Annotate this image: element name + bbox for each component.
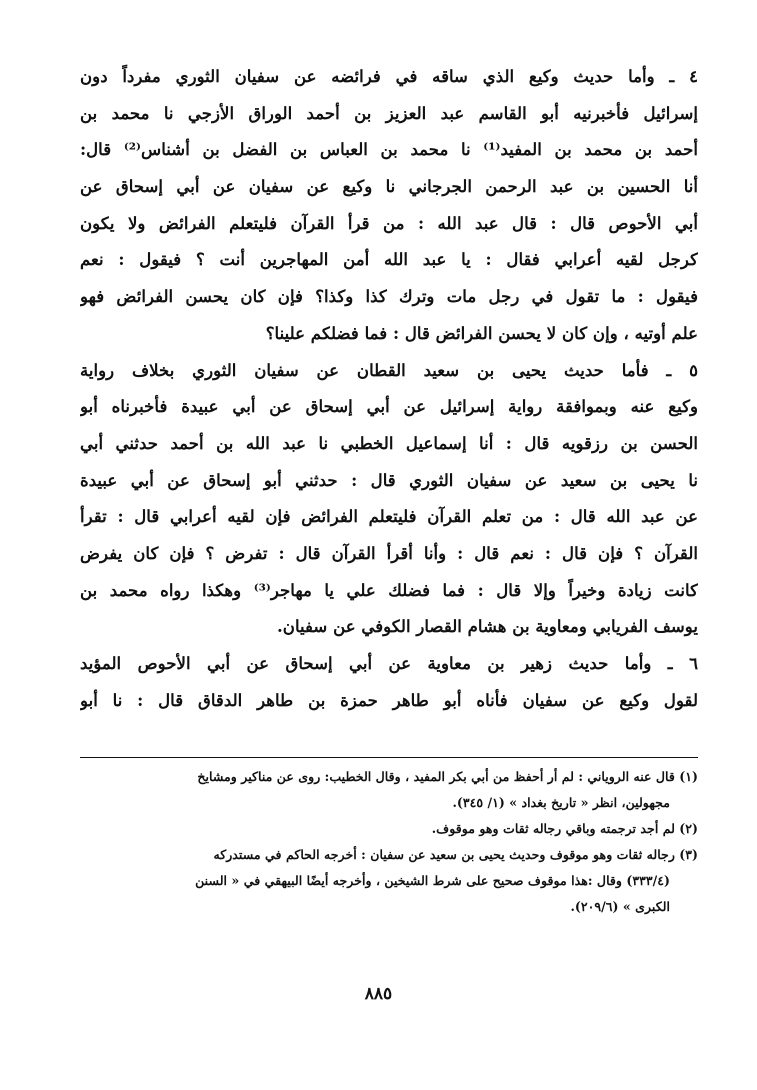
text-line: عن عبد الله قال : من تعلم القرآن فليتعلم الفرائض فإن لقيه أعرابي قال : تقرأ [80,506,698,527]
footnote-line: الكبرى » (٢٠٩/٦). [570,899,670,914]
footnote-divider [80,757,698,758]
text-line: أحمد بن محمد بن المفيد⁽¹⁾ نا محمد بن العباس بن الفضل بن أشناس⁽²⁾ قال: [80,139,698,160]
footnote-line: مجهولين، انظر « تاريخ بغداد » (١/ ٣٤٥). [452,795,670,810]
text-line: وكيع عنه وبموافقة رواية إسرائيل عن أبي إسحاق عن أبي عبيدة فأخبرناه أبو [80,396,698,417]
text-line: علم أوتيه ، وإن كان لا يحسن الفرائض قال : فما فضلكم علينا؟ [265,322,698,343]
text-line: ٦ ـ وأما حديث زهير بن معاوية عن أبي إسحاق عن أبي الأحوص المؤيد [80,653,698,673]
text-line: كانت زيادة وخيراً وإلا قال : فما فضلك علي يا مهاجر⁽³⁾ وهكذا رواه محمد بن [80,579,698,600]
text-line: لقول وكيع عن سفيان فأناه أبو طاهر حمزة بن طاهر الدقاق قال : نا أبو [80,689,698,710]
main-text [80,58,698,718]
text-line: فيقول : ما تقول في رجل مات وترك كذا وكذا؟ فإن كان يحسن الفرائض فهو [80,286,698,307]
text-line: الحسن بن رزقويه قال : أنا إسماعيل الخطبي نا عبد الله بن أحمد حدثني أبي [80,432,698,453]
footnote-line: (١) قال عنه الروياني : لم أر أحفظ من أبي بكر المفيد ، وقال الخطيب: روى عن مناكير ومشايخ [197,769,698,784]
footnote-line: (٣) رجاله ثقات وهو موقوف وحديث يحيى بن سعيد عن سفيان : أخرجه الحاكم في مستدركه [213,847,698,862]
text-line: ٥ ـ فأما حديث يحيى بن سعيد القطان عن سفيان الثوري بخلاف رواية [80,359,698,380]
text-line: القرآن ؟ فإن قال : نعم قال : وأنا أقرأ القرآن قال : تفرض ؟ فإن كان يفرض [80,542,698,563]
text-line: أبي الأحوص قال : قال عبد الله : من قرأ القرآن فليتعلم الفرائض ولا يكون [80,212,698,233]
footnote-line: (٣٣٣/٤) وقال :هذا موقوف صحيح على شرط الشيخين ، وأخرجه أيضًا البيهقي في « السنن [195,873,670,888]
text-line: إسرائيل فأخبرنيه أبو القاسم عبد العزيز بن أحمد الوراق الأزجي نا محمد بن [80,102,698,123]
footnotes [80,764,698,920]
footnote-line: (٢) لم أجد ترجمته وباقي رجاله ثقات وهو موقوف. [431,821,698,836]
text-line: يوسف الفريابي ومعاوية بن هشام القصار الكوفي عن سفيان. [277,616,698,637]
text-line: أنا الحسين بن عبد الرحمن الجرجاني نا وكيع عن سفيان عن أبي إسحاق عن [80,176,698,197]
text-line: نا يحيى بن سعيد عن سفيان الثوري قال : حدثني أبو إسحاق عن أبي عبيدة [80,469,698,490]
page-number: ٨٨٥ [364,984,393,1004]
text-line: ٤ ـ وأما حديث وكيع الذي ساقه في فرائضه عن سفيان الثوري مفرداً دون [80,66,698,86]
text-line: كرجل لقيه أعرابي فقال : يا عبد الله أمن المهاجرين أنت ؟ فيقول : نعم [80,249,698,270]
